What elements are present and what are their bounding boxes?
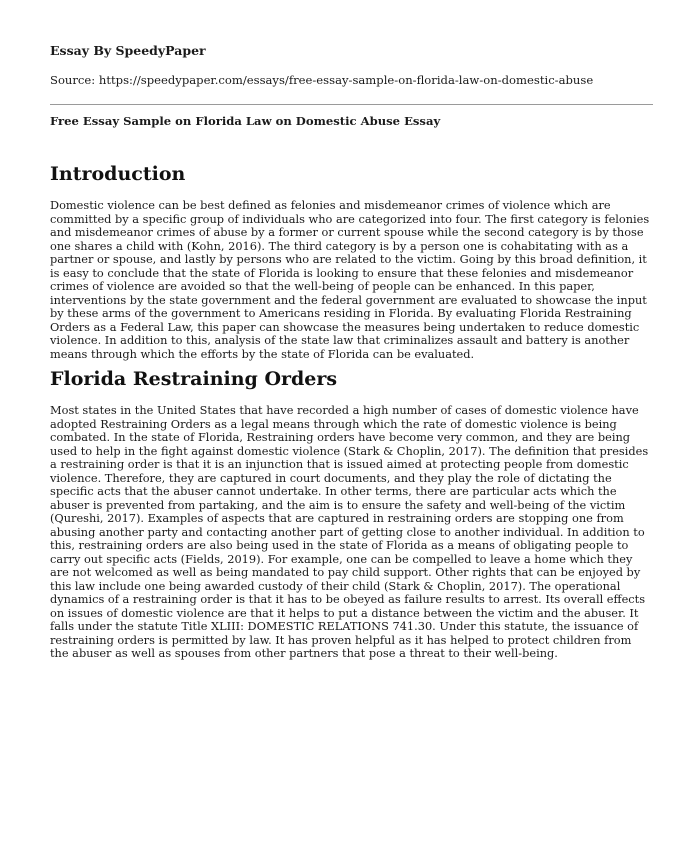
author-line: Essay By SpeedyPaper <box>50 43 206 58</box>
essay-title: Free Essay Sample on Florida Law on Domestic Abuse Essay <box>50 114 441 128</box>
section-heading-introduction: Introduction <box>50 163 186 185</box>
divider <box>50 104 653 105</box>
section-body-introduction: Domestic violence can be best defined as felonies and misdemeanor crimes of violence which are committed by a specific group of individuals who are categorized into four. The first category is felonies and misdemeanor crimes of abuse by a former or current spouse while the second category is by those one shares a child with (Kohn, 2016). The third category is by a person one is cohabitating with as a partner or spouse, and lastly by persons who are related to the victim. Going by this broad definition, it is easy to conclude that the state of Florida is looking to ensure that these felonies and misdemeanor crimes of violence are avoided so that the well-being of people can be enhanced. In this paper, interventions by the state government and the federal government are evaluated to showcase the input by these arms of the government to Americans residing in Florida. By evaluating Florida Restraining Orders as a Federal Law, this paper can showcase the measures being undertaken to reduce domestic violence. In addition to this, analysis of the state law that criminalizes assault and battery is another means through which the efforts by the state of Florida can be evaluated. <box>50 198 650 361</box>
section-body-florida-restraining-orders: Most states in the United States that have recorded a high number of cases of domestic violence have adopted Restraining Orders as a legal means through which the rate of domestic violence is being combated. In the state of Florida, Restraining orders have become very common, and they are being used to help in the fight against domestic violence (Stark & Choplin, 2017). The definition that presides a restraining order is that it is an injunction that is issued aimed at protecting people from domestic violence. Therefore, they are captured in court documents, and they play the role of dictating the specific acts that the abuser cannot undertake. In other terms, there are particular acts which the abuser is prevented from partaking, and the aim is to ensure the safety and well-being of the victim (Qureshi, 2017). Examples of aspects that are captured in restraining orders are stopping one from abusing another party and contacting another part of getting close to another individual. In addition to this, restraining orders are also being used in the state of Florida as a means of obligating people to carry out specific acts (Fields, 2019). For example, one can be compelled to leave a home which they are not welcomed as well as being mandated to pay child support. Other rights that can be enjoyed by this law include one being awarded custody of their child (Stark & Choplin, 2017). The operational dynamics of a restraining order is that it has to be obeyed as failure results to arrest. Its overall effects on issues of domestic violence are that it helps to put a distance between the victim and the abuser. It falls under the statute Title XLIII: DOMESTIC RELATIONS 741.30. Under this statute, the issuance of restraining orders is permitted by law. It has proven helpful as it has helped to protect children from the abuser as well as spouses from other partners that pose a threat to their well-being. <box>50 403 649 660</box>
source-line: Source: https://speedypaper.com/essays/free-essay-sample-on-florida-law-on-domestic-abuse <box>50 73 594 87</box>
document-page <box>50 42 653 661</box>
section-heading-florida-restraining-orders: Florida Restraining Orders <box>50 368 338 390</box>
